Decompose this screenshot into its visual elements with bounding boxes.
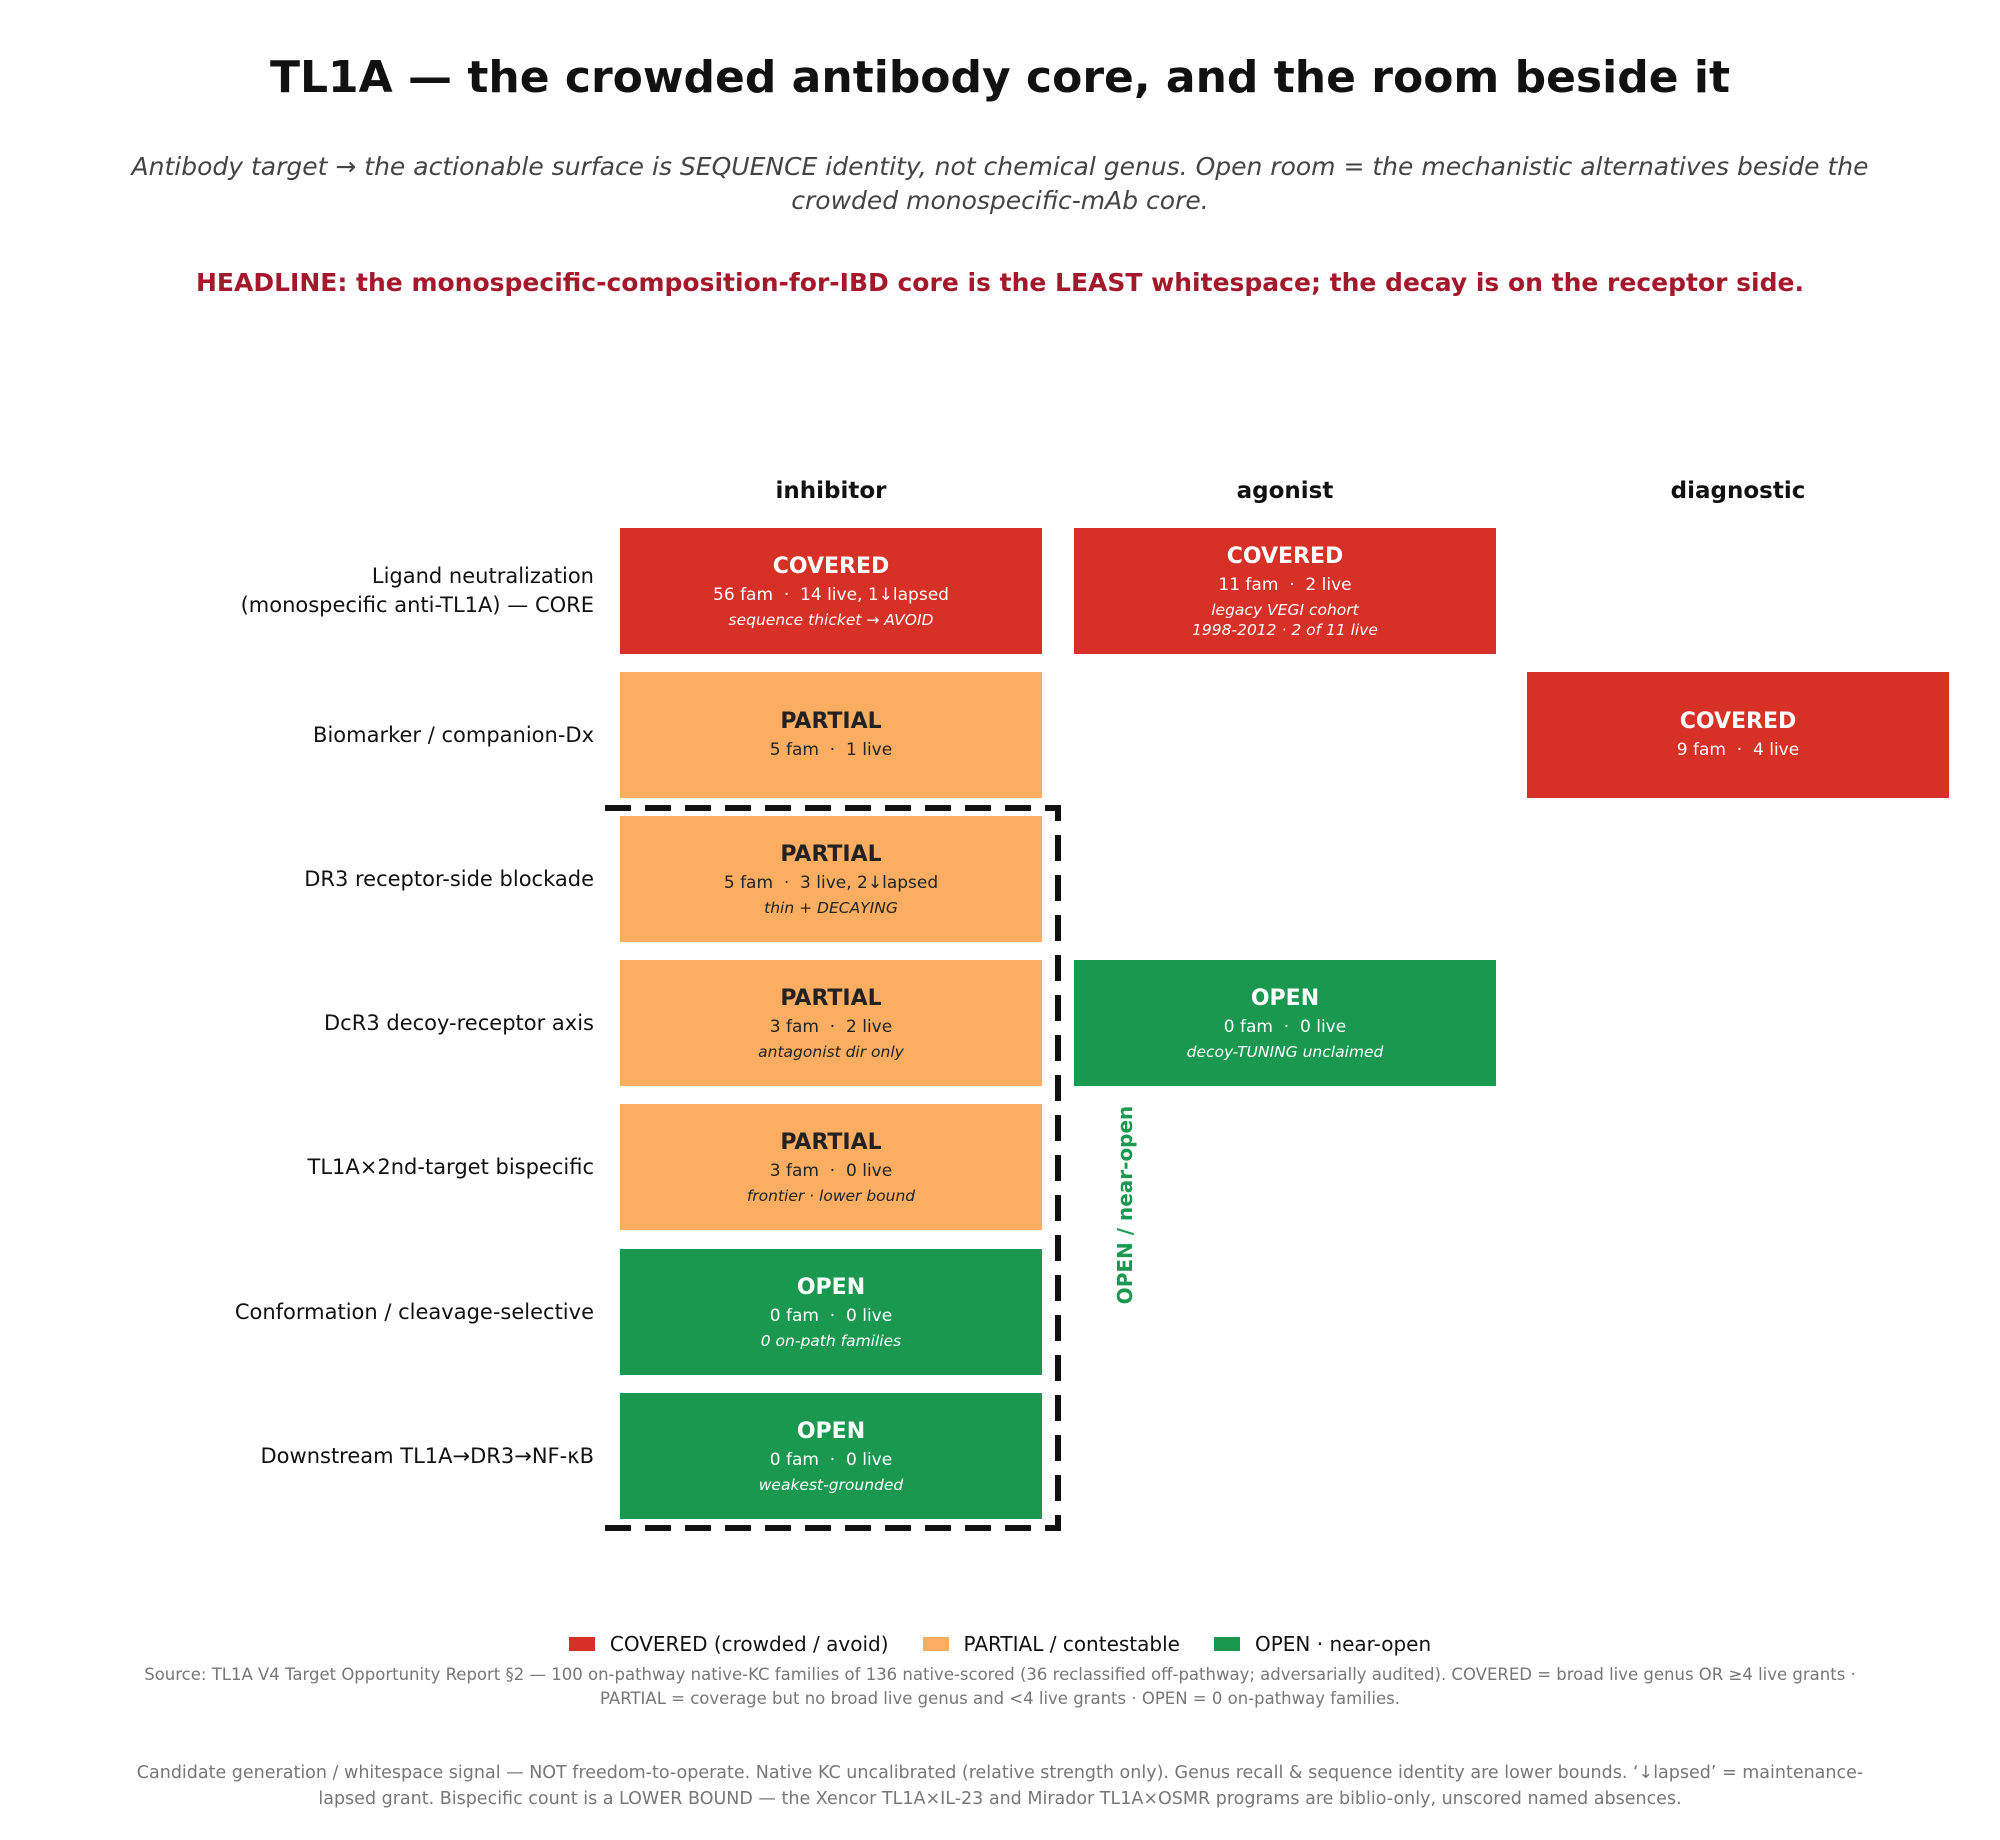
column-header-inhibitor: inhibitor <box>775 478 887 504</box>
legend <box>0 1632 2000 1656</box>
cell-status: PARTIAL <box>780 986 882 1011</box>
cell-counts: 9 fam · 4 live <box>1676 740 1800 760</box>
cell-note: legacy VEGI cohort 1998-2012 · 2 of 11 live <box>1192 601 1378 639</box>
open-region-label: OPEN / near-open <box>1113 1105 1137 1305</box>
cell-note: antagonist dir only <box>758 1043 904 1061</box>
page-title: TL1A — the crowded antibody core, and the room beside it <box>270 52 1730 103</box>
legend-swatch-covered <box>569 1637 595 1651</box>
cell-status: OPEN <box>796 1275 866 1300</box>
legend-label-partial: PARTIAL / contestable <box>963 1632 1180 1656</box>
cell-note: 0 on-path families <box>760 1332 902 1350</box>
cell-counts: 0 fam · 0 live <box>769 1306 893 1326</box>
legend-label-covered: COVERED (crowded / avoid) <box>609 1632 889 1656</box>
column-header-agonist: agonist <box>1236 478 1334 504</box>
footnote: Candidate generation / whitespace signal — NOT freedom-to-operate. Native KC uncalibrated (relative strength only). Genus recall & sequence identity are lower bounds. ‘↓lapsed’ = maintenance-lapsed grant. Bispecific count is a LOWER BOUND — the Xencor TL1A×IL-23 and Mirador TL1A×OSMR programs are biblio-only, unscored named absences. <box>136 1763 1864 1809</box>
open-region-dashed-border <box>605 808 1058 1528</box>
legend-item-covered <box>569 1632 889 1656</box>
cell-counts: 0 fam · 0 live <box>769 1450 893 1470</box>
cell-status: PARTIAL <box>780 1130 882 1155</box>
legend-swatch-open <box>1214 1637 1240 1651</box>
cell-status: PARTIAL <box>780 842 882 867</box>
cell-note: weakest-grounded <box>758 1476 904 1494</box>
legend-item-open <box>1214 1632 1431 1656</box>
row-label-ligand-neutralization: Ligand neutralization (monospecific anti-TL1A) — CORE <box>240 564 594 617</box>
cell-counts: 3 fam · 2 live <box>769 1017 893 1037</box>
cell-status: COVERED <box>1226 544 1344 569</box>
cell-note: sequence thicket → AVOID <box>728 611 934 629</box>
row-label-conformation-selective: Conformation / cleavage-selective <box>234 1299 594 1324</box>
legend-label-open: OPEN · near-open <box>1254 1632 1432 1656</box>
cell-note: thin + DECAYING <box>764 899 898 917</box>
legend-swatch-partial <box>923 1637 949 1651</box>
cell-counts: 5 fam · 1 live <box>769 740 893 760</box>
cell-counts: 11 fam · 2 live <box>1218 575 1352 595</box>
cell-note: frontier · lower bound <box>746 1187 916 1205</box>
legend-item-partial <box>923 1632 1180 1656</box>
column-header-diagnostic: diagnostic <box>1670 478 1806 504</box>
headline-callout: HEADLINE: the monospecific-composition-for-IBD core is the LEAST whitespace; the decay is on the receptor side. <box>196 268 1804 297</box>
cell-status: COVERED <box>1679 709 1797 734</box>
cell-counts: 56 fam · 14 live, 1↓lapsed <box>713 585 949 605</box>
row-label-dcr3-decoy-axis: DcR3 decoy-receptor axis <box>324 1010 594 1035</box>
row-label-biomarker-companion-dx: Biomarker / companion-Dx <box>313 722 594 747</box>
cell-status: PARTIAL <box>780 709 882 734</box>
cell-status: OPEN <box>796 1419 866 1444</box>
cell-counts: 0 fam · 0 live <box>1223 1017 1347 1037</box>
cell-status: OPEN <box>1250 986 1320 1011</box>
row-label-downstream-nfkb: Downstream TL1A→DR3→NF-κB <box>260 1443 594 1468</box>
cell-counts: 5 fam · 3 live, 2↓lapsed <box>723 873 939 893</box>
page-subtitle: Antibody target → the actionable surface is SEQUENCE identity, not chemical genus. Open room = the mechanistic alternatives beside the crowded monospecific-mAb core. <box>131 152 1869 215</box>
row-label-dr3-receptor-blockade: DR3 receptor-side blockade <box>304 866 594 891</box>
cell-status: COVERED <box>772 554 890 579</box>
row-label-bispecific: TL1A×2nd-target bispecific <box>307 1154 594 1179</box>
cell-counts: 3 fam · 0 live <box>769 1161 893 1181</box>
cell-note: decoy-TUNING unclaimed <box>1186 1043 1384 1061</box>
source-note: Source: TL1A V4 Target Opportunity Report §2 — 100 on-pathway native-KC families of 136 native-scored (36 reclassified off-pathway; adversarially audited). COVERED = broad live genus OR ≥4 live grants · PARTIAL = coverage but no broad live genus and <4 live grants · OPEN = 0 on-pathway families. <box>144 1665 1856 1708</box>
